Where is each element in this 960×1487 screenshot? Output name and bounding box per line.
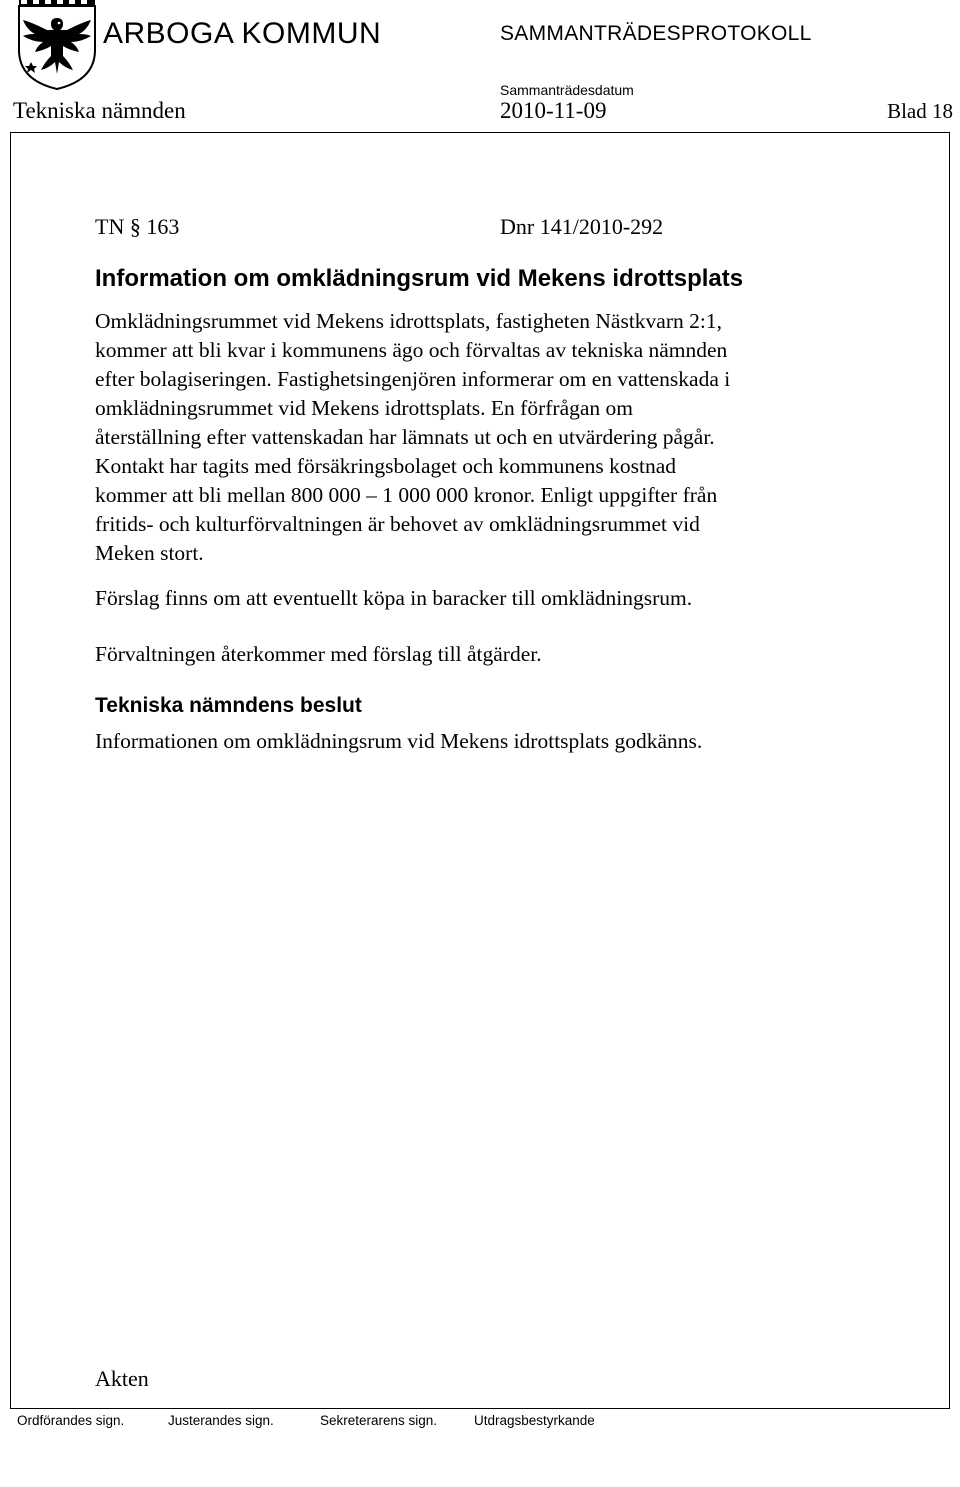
document-type: SAMMANTRÄDESPROTOKOLL bbox=[500, 22, 812, 45]
municipal-crest-icon bbox=[17, 0, 97, 90]
committee-name: Tekniska nämnden bbox=[13, 98, 186, 123]
registry-number: Dnr 141/2010-292 bbox=[500, 214, 664, 239]
sheet-number: Blad 18 bbox=[887, 99, 953, 123]
decision-heading: Tekniska nämndens beslut bbox=[95, 694, 362, 717]
paragraph-followup bbox=[95, 640, 542, 669]
paragraph-line: kommer att bli mellan 800 000 – 1 000 000 kronor. Enligt uppgifter från bbox=[95, 483, 718, 507]
distribution-list: Akten bbox=[95, 1366, 149, 1391]
paragraph-line: Förvaltningen återkommer med förslag till åtgärder. bbox=[95, 642, 542, 666]
secretary-signature-label: Sekreterarens sign. bbox=[320, 1413, 438, 1428]
paragraph-line: återställning efter vattenskadan har lämnats ut och en utvärdering pågår. bbox=[95, 425, 715, 449]
paragraph-line: Förslag finns om att eventuellt köpa in baracker till omklädningsrum. bbox=[95, 586, 693, 610]
adjuster-signature-label: Justerandes sign. bbox=[168, 1413, 274, 1428]
meeting-date-label: Sammanträdesdatum bbox=[500, 82, 634, 98]
extract-certification-label: Utdragsbestyrkande bbox=[474, 1413, 595, 1428]
paragraph-line: fritids- och kulturförvaltningen är behovet av omklädningsrummet vid bbox=[95, 512, 700, 536]
case-number: TN § 163 bbox=[95, 214, 180, 239]
paragraph-line: efter bolagiseringen. Fastighetsingenjören informerar om en vattenskada i bbox=[95, 367, 731, 391]
organization-name: ARBOGA KOMMUN bbox=[103, 17, 382, 50]
paragraph-line: kommer att bli kvar i kommunens ägo och förvaltas av tekniska nämnden bbox=[95, 338, 728, 362]
section-title: Information om omklädningsrum vid Mekens idrottsplats bbox=[95, 265, 744, 292]
decision-text bbox=[95, 727, 702, 756]
paragraph-line: Kontakt har tagits med försäkringsbolaget och kommunens kostnad bbox=[95, 454, 676, 478]
paragraph-line: omklädningsrummet vid Mekens idrottsplats. En förfrågan om bbox=[95, 396, 634, 420]
paragraph-line: Omklädningsrummet vid Mekens idrottsplats, fastigheten Nästkvarn 2:1, bbox=[95, 309, 722, 333]
paragraph-information bbox=[95, 307, 730, 568]
chair-signature-label: Ordförandes sign. bbox=[17, 1413, 125, 1428]
signature-footer bbox=[0, 1413, 960, 1433]
paragraph-line: Meken stort. bbox=[95, 541, 204, 565]
paragraph-line: Informationen om omklädningsrum vid Mekens idrottsplats godkänns. bbox=[95, 729, 703, 753]
meeting-date: 2010-11-09 bbox=[500, 98, 607, 123]
paragraph-proposal bbox=[95, 584, 692, 613]
